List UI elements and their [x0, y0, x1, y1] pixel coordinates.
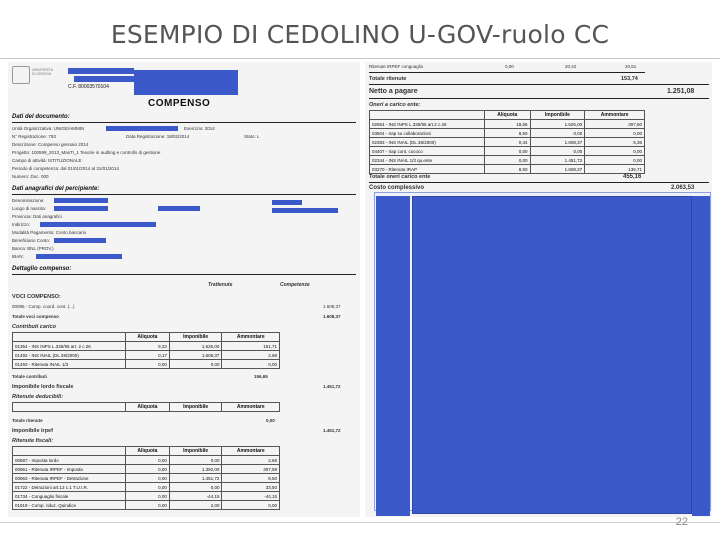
redaction-bar [36, 254, 122, 259]
table-row [13, 360, 280, 369]
university-logo [12, 66, 30, 84]
cell: 02654 - INS INPS L.335/95 art.2 c.26 [370, 120, 485, 129]
redaction-bar [272, 200, 302, 205]
cell: 2,68 [222, 456, 280, 465]
redaction-bar [106, 126, 178, 131]
cell: 0,00 [169, 483, 222, 492]
payslip-left-page [8, 62, 360, 517]
table-row [13, 456, 280, 465]
cell: 01354 - INS INPS L.335/95 art. 2 c.26 [13, 342, 126, 351]
redaction-bar [74, 76, 134, 82]
redaction-block-center [412, 196, 692, 514]
section-dettaglio: Dettaglio compenso: [12, 266, 72, 272]
th-voce [13, 333, 126, 342]
ritenute-row: Ritenute IRPEF conguaglio [369, 64, 424, 69]
header-code: C.F. 80003570104 [68, 84, 109, 90]
redaction-bar [54, 198, 108, 203]
logo-caption: UNIVERSITÀ DI GENOVA [32, 68, 54, 76]
redaction-bar [54, 206, 108, 211]
contributi-table [12, 332, 280, 369]
perc-line: Beneficiario Conto: [12, 238, 51, 243]
totale-contributi-value: 156,65 [254, 374, 268, 379]
cell: 01722 - Detrazioni art.13 c.1 T.U.I.R. [13, 483, 126, 492]
cell: 20,61 [625, 64, 637, 69]
perc-line: Banca: BNL (PROV.) [12, 246, 54, 251]
cell: 1.626,00 [530, 120, 585, 129]
divider [369, 182, 709, 183]
voce-row: 00096 - Comp. coord. cont. (...) [12, 304, 75, 309]
table-row [13, 474, 280, 483]
cell: 02344 - INS INAIL 1/3 qu.ente [370, 156, 485, 165]
cell: 0,00 [505, 64, 514, 69]
cell: 0,00 [530, 147, 585, 156]
doc-right-line: Esercizio: 2014 [184, 126, 215, 131]
redaction-block-left [376, 196, 410, 516]
cell: 1.608,37 [530, 138, 585, 147]
redaction-bar [40, 222, 156, 227]
cell: 02383 - INS INAIL (DL 38/2000) [370, 138, 485, 147]
totale-voci-label: Totale voci compenso [12, 314, 59, 319]
redaction-bar [68, 68, 134, 74]
divider [12, 122, 356, 123]
cell: 9,33 [126, 342, 170, 351]
ritenute-fiscali-label: Ritenute fiscali: [12, 438, 53, 444]
table-row [13, 465, 280, 474]
cell: 1.626,00 [169, 342, 222, 351]
oneri-label: Oneri a carico ente: [369, 102, 421, 108]
table-row [370, 165, 645, 174]
table-row [370, 147, 645, 156]
cell: 307,60 [585, 120, 645, 129]
cell: 0,00 [126, 474, 170, 483]
title-divider [0, 58, 720, 59]
cell: 8,50 [222, 474, 280, 483]
contributi-label: Contributi carico [12, 324, 57, 330]
cell: 0,00 [126, 501, 170, 510]
divider [369, 72, 645, 73]
cell: 8,50 [485, 129, 531, 138]
th-aliquota: Aliquota [485, 111, 531, 120]
cell: 1.608,37 [169, 351, 222, 360]
th-voce [370, 111, 485, 120]
oneri-table [369, 110, 645, 174]
page-number: 22 [675, 516, 688, 528]
doc-line: Campo di attività: ISTITUZIONALE [12, 158, 82, 163]
col-competenze: Competenze [280, 282, 310, 288]
imponibile-lordo-label: Imponibile lordo fiscale [12, 384, 74, 390]
doc-line: Descrizione: Compenso gennaio 2014 [12, 142, 89, 147]
cell: 01734 - Conguaglio fiscale [13, 492, 126, 501]
doc-line: N° Registrazione: 793 [12, 134, 56, 139]
cell: 01492 - INS INAIL (DL 38/2000) [13, 351, 126, 360]
cell: 0,00 [585, 147, 645, 156]
table-row [370, 138, 645, 147]
perc-line: Modalità Pagamento: Conto bancario [12, 230, 87, 235]
cell: 00887 - Imposta lordo [13, 456, 126, 465]
slide-title: ESEMPIO DI CEDOLINO U-GOV-ruolo CC [110, 20, 610, 49]
redaction-block-right [692, 196, 710, 516]
cell: 8,50 [485, 165, 531, 174]
table-header-row [13, 447, 280, 456]
totale-ritenute-value: 0,00 [266, 418, 275, 423]
doc-line: Numero: Doc. 000 [12, 174, 49, 179]
cell: 2,68 [222, 351, 280, 360]
ritenute-deducibili-label: Ritenute deducibili: [12, 394, 64, 400]
table-row [13, 501, 280, 510]
cell: 0,00 [169, 456, 222, 465]
th-imponibile: Imponibile [530, 111, 585, 120]
th-voce [13, 403, 126, 412]
totale-oneri-value: 455,16 [623, 174, 642, 180]
table-row [370, 120, 645, 129]
redaction-bar [272, 208, 338, 213]
deducibili-table [12, 402, 280, 412]
cell: 01493 - Ritenuta INAIL 1/3 [13, 360, 126, 369]
cell: 0,00 [126, 360, 170, 369]
section-dati-documento: Dati del documento: [12, 114, 70, 120]
th-aliquota: Aliquota [126, 333, 170, 342]
totale-ritenute-label: Totale ritenute [12, 418, 43, 423]
redaction-block [134, 70, 238, 95]
th-aliquota: Aliquota [126, 447, 170, 456]
table-header-row [370, 111, 645, 120]
cell: 01919 - Comp. riduz. Quindice [13, 501, 126, 510]
netto-value: 1.251,08 [667, 88, 695, 95]
totale-contributi-label: Totale contributi [12, 374, 47, 379]
th-voce [13, 447, 126, 456]
divider [12, 274, 356, 275]
th-imponibile: Imponibile [169, 447, 222, 456]
cell: 03604 - Irap su collaborazioni [370, 129, 485, 138]
cell: 2,00 [169, 501, 222, 510]
perc-line: Provincia: Dati anagrafici [12, 214, 62, 219]
cell: 0,00 [585, 156, 645, 165]
cell: 1.392,00 [169, 465, 222, 474]
perc-line: IBAN: [12, 254, 24, 259]
redaction-bar [54, 238, 106, 243]
totale-ritenute-label: Totale ritenute [369, 76, 407, 82]
perc-line: Indirizzo: [12, 222, 31, 227]
cell: 1.451,72 [169, 474, 222, 483]
cell: 33,50 [222, 483, 280, 492]
doc-right-line: Data Registrazione: 18/02/2014 [126, 134, 190, 139]
cell: 0,00 [126, 492, 170, 501]
cell: 00963 - Ritenuta IRPEF - Detrazione [13, 474, 126, 483]
table-row [13, 492, 280, 501]
footer-divider [0, 522, 720, 523]
divider [369, 84, 709, 85]
table-row [13, 351, 280, 360]
cell: 1.451,72 [530, 156, 585, 165]
perc-line: Denominazione: [12, 198, 45, 203]
cell: 0,00 [169, 360, 222, 369]
doc-line: Progetto: 100599_2013_ManTi_1 Tesorie in audting e controllo di gestione [12, 150, 161, 155]
costo-label: Costo complessivo [369, 185, 425, 191]
th-ammontare: Ammontare [222, 447, 280, 456]
cell: 20,42 [565, 64, 577, 69]
voci-compenso-label: VOCI COMPENSO: [12, 294, 61, 300]
cell: 0,00 [222, 360, 280, 369]
cell: 04407 - Irap cont. cococo [370, 147, 485, 156]
cell: 0,00 [485, 156, 531, 165]
col-trattenute: Trattenute [208, 282, 233, 288]
cell: 0,00 [485, 147, 531, 156]
cell: 1.608,37 [530, 165, 585, 174]
cell: -44,15 [222, 492, 280, 501]
th-imponibile: Imponibile [169, 403, 222, 412]
costo-value: 2.063,53 [671, 185, 695, 191]
voce-value: 1.608,37 [323, 304, 341, 309]
totale-oneri-label: Totale oneri carico ente [369, 174, 431, 180]
cell: 0,00 [530, 129, 585, 138]
cell: 151,71 [222, 342, 280, 351]
th-ammontare: Ammontare [222, 333, 280, 342]
cell: 00961 - Ritenuta IRPEF - Imposta [13, 465, 126, 474]
table-row [370, 129, 645, 138]
table-row [13, 342, 280, 351]
th-aliquota: Aliquota [126, 403, 170, 412]
imponibile-irpef-label: Imponibile irpef [12, 428, 53, 434]
doc-line: Unità Organizzativa: UNIGE/AMMIN [12, 126, 85, 131]
imponibile-lordo-value: 1.451,72 [323, 384, 341, 389]
cell: 03270 - Ritenuta IRAP [370, 165, 485, 174]
cell: 0,00 [126, 456, 170, 465]
cell: 0,17 [126, 351, 170, 360]
cell: 0,00 [126, 465, 170, 474]
netto-label: Netto a pagare [369, 88, 418, 95]
cell: 0,00 [585, 129, 645, 138]
divider [369, 98, 709, 99]
imponibile-irpef-value: 1.451,72 [323, 428, 341, 433]
cell: 18,66 [485, 120, 531, 129]
cell: 0,00 [222, 501, 280, 510]
section-dati-percipiente: Dati anagrafici del percipiente: [12, 186, 100, 192]
th-ammontare: Ammontare [222, 403, 280, 412]
fiscali-table [12, 446, 280, 510]
cell: 136,71 [585, 165, 645, 174]
cell: -44,15 [169, 492, 222, 501]
table-row [370, 156, 645, 165]
redaction-bar [158, 206, 200, 211]
cell: 5,36 [585, 138, 645, 147]
perc-line: Luogo di nascita: [12, 206, 47, 211]
table-header-row [13, 403, 280, 412]
doc-right-line: Stato: L [244, 134, 260, 139]
compenso-heading: COMPENSO [148, 98, 211, 109]
totale-voci-value: 1.608,37 [323, 314, 341, 319]
table-row [13, 483, 280, 492]
cell: 307,59 [222, 465, 280, 474]
totale-ritenute-value: 153,74 [621, 76, 638, 82]
cell: 0,00 [126, 483, 170, 492]
cell: 0,34 [485, 138, 531, 147]
doc-line: Periodo di competenza: dal 01/01/2014 al 31/01/2014 [12, 166, 119, 171]
table-header-row [13, 333, 280, 342]
divider [12, 194, 356, 195]
th-imponibile: Imponibile [169, 333, 222, 342]
th-ammontare: Ammontare [585, 111, 645, 120]
